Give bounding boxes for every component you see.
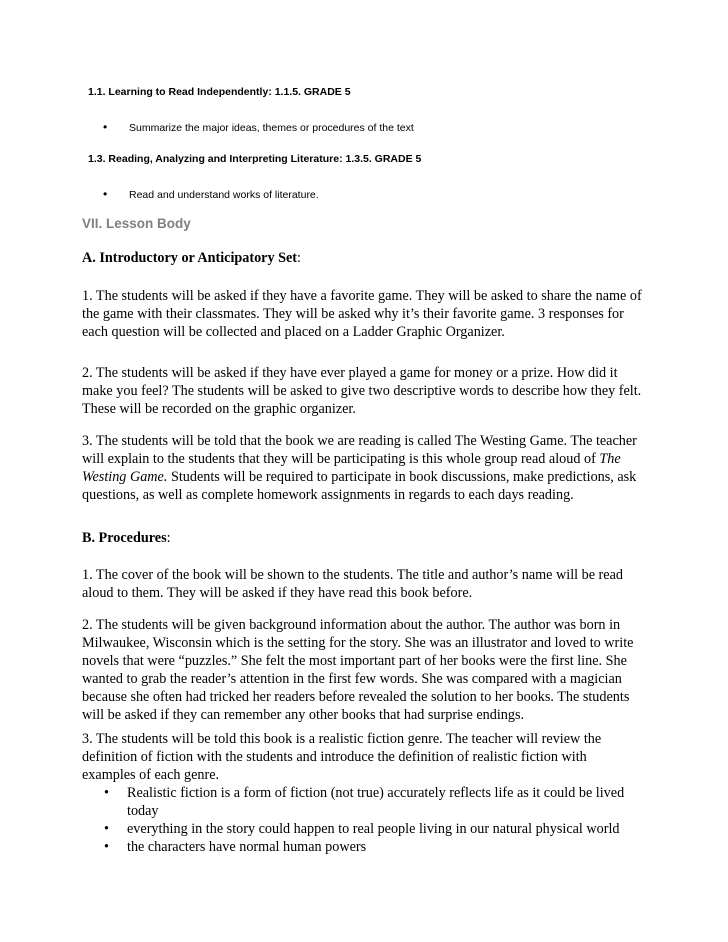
standard-bullet-1: [103, 120, 414, 134]
part-a-heading-suffix: :: [297, 250, 301, 266]
part-a-paragraph-2: 2. The students will be asked if they have ever played a game for money or a prize. How did it make you feel? The students will be asked to give two descriptive words to describe how they felt. These will be recorded on the graphic organizer.: [82, 365, 642, 417]
standard-bullet-text-2: Read and understand works of literature.: [129, 189, 319, 201]
bullet-icon: •: [104, 821, 109, 837]
list-item: • the characters have normal human powers: [104, 839, 367, 855]
section-title: VII. Lesson Body: [82, 216, 191, 231]
part-b-heading-text: B. Procedures: [82, 530, 167, 546]
part-a-paragraph-3-end: Students will be required to participate in book discussions, make predictions, ask questions, as well as complete homework assignments in regards to each days reading.: [82, 469, 637, 503]
part-b-heading-suffix: :: [166, 530, 171, 546]
list-item: • everything in the story could happen to real people living in our natural physical world: [104, 821, 620, 837]
standard-heading-2: 1.3. Reading, Analyzing and Interpreting Literature: 1.3.5. GRADE 5: [88, 153, 422, 165]
standard-bullet-2: [103, 187, 319, 201]
part-a-paragraph-3-start: 3. The students will be told that the book we are reading is called The Westing Game. The teacher will explain to the students that they will be participating is this whole group read aloud of: [82, 433, 637, 467]
book-title: The Westing Game.: [82, 451, 621, 485]
part-a-paragraph-1: 1. The students will be asked if they have a favorite game. They will be asked to share the name of the game with their classmates. They will be asked why it’s their favorite game. 3 responses for each question will be collected and placed on a Ladder Graphic Organizer.: [82, 288, 642, 340]
bullet-icon: •: [103, 187, 108, 201]
part-b-paragraph-2: 2. The students will be given background information about the author. The author was born in Milwaukee, Wisconsin which is the setting for the story. She was an illustrator and loved to write novels that were “puzzles.” She felt the most important part of her books were the first line. She wanted to grab the reader’s attention in the first few words. She was compared with a magician because she often had tricked her readers before revealed the solution to her books. The students will be asked if they can remember any other books that had surprise endings.: [82, 617, 634, 723]
standard-bullet-text-1: Summarize the major ideas, themes or procedures of the text: [129, 122, 414, 134]
realistic-fiction-list: [82, 784, 642, 856]
standard-heading-1: 1.1. Learning to Read Independently: 1.1.5. GRADE 5: [88, 86, 351, 98]
part-b-paragraph-1: 1. The cover of the book will be shown to the students. The title and author’s name will be read aloud to them. They will be asked if they have read this book before.: [82, 567, 623, 601]
bullet-icon: •: [104, 785, 109, 801]
bullet-icon: •: [103, 120, 108, 134]
bullet-icon: •: [104, 839, 109, 855]
part-b-heading: [82, 529, 642, 547]
part-a-heading-text: A. Introductory or Anticipatory Set: [82, 250, 298, 266]
list-item: • Realistic fiction is a form of fiction (not true) accurately reflects life as it could be lived today: [104, 785, 625, 819]
part-a-heading: [82, 249, 642, 267]
part-a-paragraph-3: [82, 432, 642, 504]
part-b-paragraph-3: 3. The students will be told this book is a realistic fiction genre. The teacher will review the definition of fiction with the students and introduce the definition of realistic fiction with examples of each genre.: [82, 731, 602, 783]
